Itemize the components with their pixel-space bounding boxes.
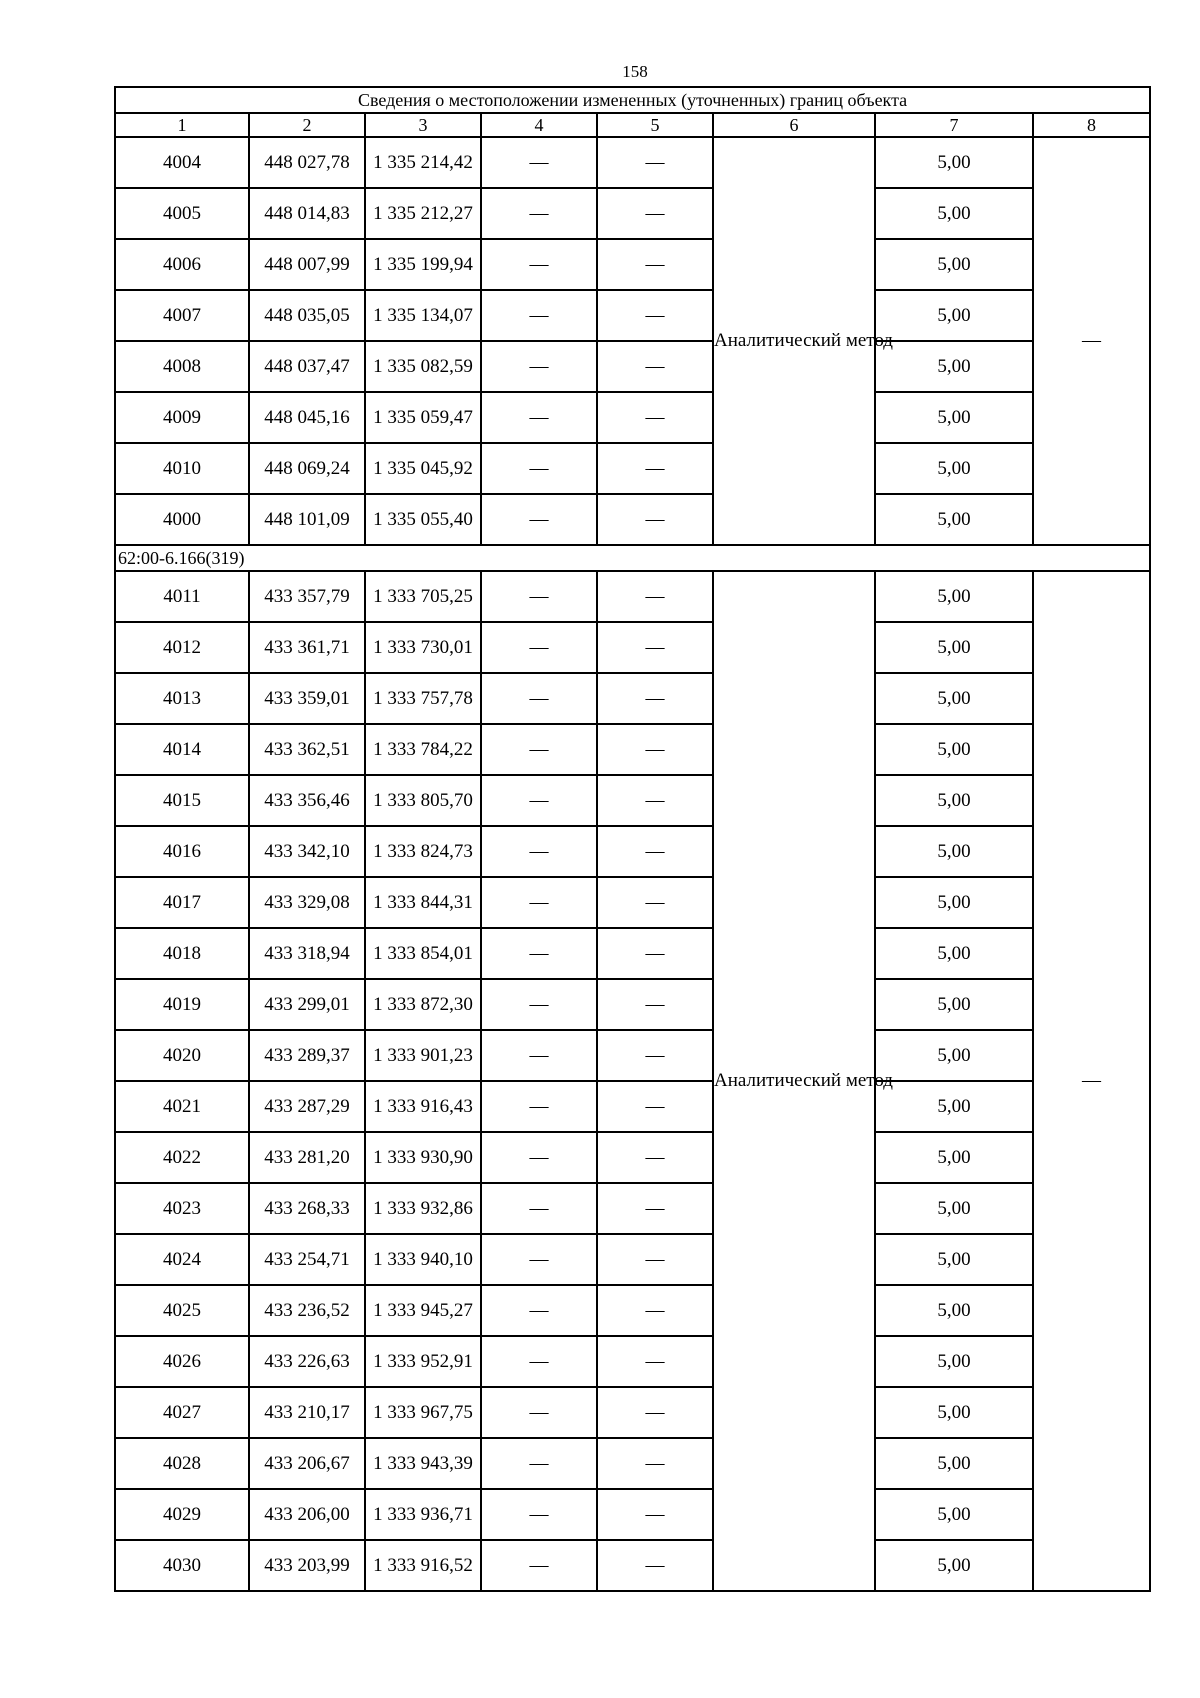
x-coordinate-cell: 433 281,20 [249, 1132, 365, 1183]
y-coordinate-cell: 1 333 805,70 [365, 775, 481, 826]
table-body [115, 87, 1150, 1591]
col5-cell: — [597, 571, 713, 622]
accuracy-cell: 5,00 [875, 1081, 1033, 1132]
col5-cell: — [597, 826, 713, 877]
table-row [115, 392, 1150, 443]
col4-cell: — [481, 443, 597, 494]
accuracy-cell: 5,00 [875, 673, 1033, 724]
x-coordinate-cell: 433 356,46 [249, 775, 365, 826]
y-coordinate-cell: 1 333 936,71 [365, 1489, 481, 1540]
y-coordinate-cell: 1 333 872,30 [365, 979, 481, 1030]
x-coordinate-cell: 433 361,71 [249, 622, 365, 673]
point-number-cell: 4000 [115, 494, 249, 545]
col4-cell: — [481, 1336, 597, 1387]
column-header: 6 [713, 113, 875, 137]
x-coordinate-cell: 448 037,47 [249, 341, 365, 392]
y-coordinate-cell: 1 335 045,92 [365, 443, 481, 494]
col5-cell: — [597, 1438, 713, 1489]
y-coordinate-cell: 1 333 824,73 [365, 826, 481, 877]
col5-cell: — [597, 1081, 713, 1132]
y-coordinate-cell: 1 333 930,90 [365, 1132, 481, 1183]
point-number-cell: 4026 [115, 1336, 249, 1387]
x-coordinate-cell: 433 318,94 [249, 928, 365, 979]
y-coordinate-cell: 1 333 916,43 [365, 1081, 481, 1132]
table-row [115, 571, 1150, 622]
col4-cell: — [481, 1285, 597, 1336]
col5-cell: — [597, 188, 713, 239]
point-number-cell: 4017 [115, 877, 249, 928]
accuracy-cell: 5,00 [875, 724, 1033, 775]
point-number-cell: 4019 [115, 979, 249, 1030]
table-row [115, 239, 1150, 290]
table-row [115, 443, 1150, 494]
x-coordinate-cell: 448 027,78 [249, 137, 365, 188]
y-coordinate-cell: 1 333 967,75 [365, 1387, 481, 1438]
x-coordinate-cell: 433 299,01 [249, 979, 365, 1030]
x-coordinate-cell: 448 035,05 [249, 290, 365, 341]
y-coordinate-cell: 1 335 059,47 [365, 392, 481, 443]
accuracy-cell: 5,00 [875, 1285, 1033, 1336]
page-number: 158 [622, 62, 648, 81]
y-coordinate-cell: 1 333 952,91 [365, 1336, 481, 1387]
method-cell: Аналитический метод [713, 137, 875, 545]
accuracy-cell: 5,00 [875, 392, 1033, 443]
accuracy-cell: 5,00 [875, 137, 1033, 188]
col5-cell: — [597, 1285, 713, 1336]
col4-cell: — [481, 1387, 597, 1438]
column-header: 1 [115, 113, 249, 137]
y-coordinate-cell: 1 333 932,86 [365, 1183, 481, 1234]
col4-cell: — [481, 1438, 597, 1489]
col4-cell: — [481, 928, 597, 979]
x-coordinate-cell: 433 289,37 [249, 1030, 365, 1081]
col5-cell: — [597, 979, 713, 1030]
col4-cell: — [481, 775, 597, 826]
column-header: 8 [1033, 113, 1150, 137]
col8-cell: — [1033, 571, 1150, 1591]
y-coordinate-cell: 1 333 943,39 [365, 1438, 481, 1489]
col5-cell: — [597, 622, 713, 673]
column-header: 2 [249, 113, 365, 137]
y-coordinate-cell: 1 333 916,52 [365, 1540, 481, 1591]
col4-cell: — [481, 1030, 597, 1081]
point-number-cell: 4020 [115, 1030, 249, 1081]
point-number-cell: 4010 [115, 443, 249, 494]
col5-cell: — [597, 1489, 713, 1540]
col4-cell: — [481, 673, 597, 724]
x-coordinate-cell: 433 226,63 [249, 1336, 365, 1387]
x-coordinate-cell: 448 007,99 [249, 239, 365, 290]
col5-cell: — [597, 443, 713, 494]
x-coordinate-cell: 433 329,08 [249, 877, 365, 928]
table-row [115, 494, 1150, 545]
table-row [115, 290, 1150, 341]
col5-cell: — [597, 1540, 713, 1591]
x-coordinate-cell: 433 357,79 [249, 571, 365, 622]
accuracy-cell: 5,00 [875, 239, 1033, 290]
table-row [115, 622, 1150, 673]
section-label-row [115, 545, 1150, 571]
point-number-cell: 4024 [115, 1234, 249, 1285]
y-coordinate-cell: 1 335 214,42 [365, 137, 481, 188]
col4-cell: — [481, 290, 597, 341]
point-number-cell: 4030 [115, 1540, 249, 1591]
col5-cell: — [597, 239, 713, 290]
accuracy-cell: 5,00 [875, 494, 1033, 545]
col4-cell: — [481, 137, 597, 188]
point-number-cell: 4008 [115, 341, 249, 392]
point-number-cell: 4028 [115, 1438, 249, 1489]
col4-cell: — [481, 239, 597, 290]
col5-cell: — [597, 137, 713, 188]
col4-cell: — [481, 1540, 597, 1591]
col5-cell: — [597, 1132, 713, 1183]
y-coordinate-cell: 1 333 945,27 [365, 1285, 481, 1336]
col4-cell: — [481, 1489, 597, 1540]
table-row [115, 724, 1150, 775]
x-coordinate-cell: 433 210,17 [249, 1387, 365, 1438]
col4-cell: — [481, 877, 597, 928]
table-row [115, 1489, 1150, 1540]
y-coordinate-cell: 1 333 940,10 [365, 1234, 481, 1285]
col5-cell: — [597, 877, 713, 928]
accuracy-cell: 5,00 [875, 979, 1033, 1030]
y-coordinate-cell: 1 335 212,27 [365, 188, 481, 239]
accuracy-cell: 5,00 [875, 290, 1033, 341]
col5-cell: — [597, 290, 713, 341]
point-number-cell: 4011 [115, 571, 249, 622]
y-coordinate-cell: 1 335 134,07 [365, 290, 481, 341]
x-coordinate-cell: 433 268,33 [249, 1183, 365, 1234]
y-coordinate-cell: 1 335 199,94 [365, 239, 481, 290]
point-number-cell: 4016 [115, 826, 249, 877]
col5-cell: — [597, 1030, 713, 1081]
point-number-cell: 4013 [115, 673, 249, 724]
table-row [115, 1132, 1150, 1183]
x-coordinate-cell: 433 254,71 [249, 1234, 365, 1285]
y-coordinate-cell: 1 333 757,78 [365, 673, 481, 724]
table-row [115, 1438, 1150, 1489]
accuracy-cell: 5,00 [875, 826, 1033, 877]
col5-cell: — [597, 341, 713, 392]
table-title-row [115, 87, 1150, 113]
col4-cell: — [481, 188, 597, 239]
column-header: 7 [875, 113, 1033, 137]
table-row [115, 928, 1150, 979]
accuracy-cell: 5,00 [875, 341, 1033, 392]
point-number-cell: 4005 [115, 188, 249, 239]
column-header: 5 [597, 113, 713, 137]
accuracy-cell: 5,00 [875, 1387, 1033, 1438]
col4-cell: — [481, 494, 597, 545]
x-coordinate-cell: 433 206,67 [249, 1438, 365, 1489]
y-coordinate-cell: 1 333 784,22 [365, 724, 481, 775]
point-number-cell: 4006 [115, 239, 249, 290]
x-coordinate-cell: 448 045,16 [249, 392, 365, 443]
column-header-row [115, 113, 1150, 137]
col4-cell: — [481, 979, 597, 1030]
table-title: Сведения о местоположении измененных (уточненных) границ объекта [115, 87, 1150, 113]
accuracy-cell: 5,00 [875, 1489, 1033, 1540]
column-header: 4 [481, 113, 597, 137]
accuracy-cell: 5,00 [875, 1030, 1033, 1081]
col4-cell: — [481, 571, 597, 622]
x-coordinate-cell: 433 236,52 [249, 1285, 365, 1336]
point-number-cell: 4023 [115, 1183, 249, 1234]
x-coordinate-cell: 448 014,83 [249, 188, 365, 239]
table-row [115, 137, 1150, 188]
point-number-cell: 4004 [115, 137, 249, 188]
accuracy-cell: 5,00 [875, 188, 1033, 239]
accuracy-cell: 5,00 [875, 1336, 1033, 1387]
point-number-cell: 4025 [115, 1285, 249, 1336]
col4-cell: — [481, 826, 597, 877]
table-row [115, 188, 1150, 239]
table-row [115, 341, 1150, 392]
col4-cell: — [481, 724, 597, 775]
col5-cell: — [597, 494, 713, 545]
accuracy-cell: 5,00 [875, 1540, 1033, 1591]
point-number-cell: 4012 [115, 622, 249, 673]
x-coordinate-cell: 433 362,51 [249, 724, 365, 775]
x-coordinate-cell: 448 069,24 [249, 443, 365, 494]
y-coordinate-cell: 1 333 901,23 [365, 1030, 481, 1081]
table-row [115, 1081, 1150, 1132]
col5-cell: — [597, 1336, 713, 1387]
point-number-cell: 4014 [115, 724, 249, 775]
table-row [115, 1234, 1150, 1285]
column-header: 3 [365, 113, 481, 137]
col4-cell: — [481, 1183, 597, 1234]
point-number-cell: 4027 [115, 1387, 249, 1438]
col4-cell: — [481, 1132, 597, 1183]
table-row [115, 1540, 1150, 1591]
table-row [115, 673, 1150, 724]
col4-cell: — [481, 622, 597, 673]
col5-cell: — [597, 1183, 713, 1234]
table-row [115, 979, 1150, 1030]
point-number-cell: 4015 [115, 775, 249, 826]
point-number-cell: 4022 [115, 1132, 249, 1183]
table-row [115, 1183, 1150, 1234]
y-coordinate-cell: 1 333 844,31 [365, 877, 481, 928]
x-coordinate-cell: 433 342,10 [249, 826, 365, 877]
col5-cell: — [597, 928, 713, 979]
y-coordinate-cell: 1 333 730,01 [365, 622, 481, 673]
accuracy-cell: 5,00 [875, 571, 1033, 622]
table-row [115, 877, 1150, 928]
x-coordinate-cell: 433 359,01 [249, 673, 365, 724]
col5-cell: — [597, 724, 713, 775]
accuracy-cell: 5,00 [875, 1183, 1033, 1234]
x-coordinate-cell: 448 101,09 [249, 494, 365, 545]
col5-cell: — [597, 392, 713, 443]
section-label: 62:00-6.166(319) [115, 545, 1150, 571]
col4-cell: — [481, 341, 597, 392]
table-row [115, 1285, 1150, 1336]
col4-cell: — [481, 1234, 597, 1285]
accuracy-cell: 5,00 [875, 1234, 1033, 1285]
y-coordinate-cell: 1 335 055,40 [365, 494, 481, 545]
point-number-cell: 4018 [115, 928, 249, 979]
table-row [115, 775, 1150, 826]
point-number-cell: 4009 [115, 392, 249, 443]
accuracy-cell: 5,00 [875, 877, 1033, 928]
col5-cell: — [597, 1387, 713, 1438]
x-coordinate-cell: 433 287,29 [249, 1081, 365, 1132]
x-coordinate-cell: 433 203,99 [249, 1540, 365, 1591]
table-row [115, 1336, 1150, 1387]
method-cell: Аналитический метод [713, 571, 875, 1591]
accuracy-cell: 5,00 [875, 775, 1033, 826]
table-row [115, 1030, 1150, 1081]
point-number-cell: 4021 [115, 1081, 249, 1132]
accuracy-cell: 5,00 [875, 928, 1033, 979]
boundary-coordinates-table [114, 86, 1151, 1592]
accuracy-cell: 5,00 [875, 443, 1033, 494]
accuracy-cell: 5,00 [875, 1132, 1033, 1183]
col4-cell: — [481, 392, 597, 443]
col5-cell: — [597, 775, 713, 826]
x-coordinate-cell: 433 206,00 [249, 1489, 365, 1540]
table-row [115, 1387, 1150, 1438]
point-number-cell: 4029 [115, 1489, 249, 1540]
col5-cell: — [597, 673, 713, 724]
y-coordinate-cell: 1 333 705,25 [365, 571, 481, 622]
y-coordinate-cell: 1 333 854,01 [365, 928, 481, 979]
accuracy-cell: 5,00 [875, 1438, 1033, 1489]
col5-cell: — [597, 1234, 713, 1285]
col8-cell: — [1033, 137, 1150, 545]
accuracy-cell: 5,00 [875, 622, 1033, 673]
point-number-cell: 4007 [115, 290, 249, 341]
col4-cell: — [481, 1081, 597, 1132]
table-row [115, 826, 1150, 877]
y-coordinate-cell: 1 335 082,59 [365, 341, 481, 392]
